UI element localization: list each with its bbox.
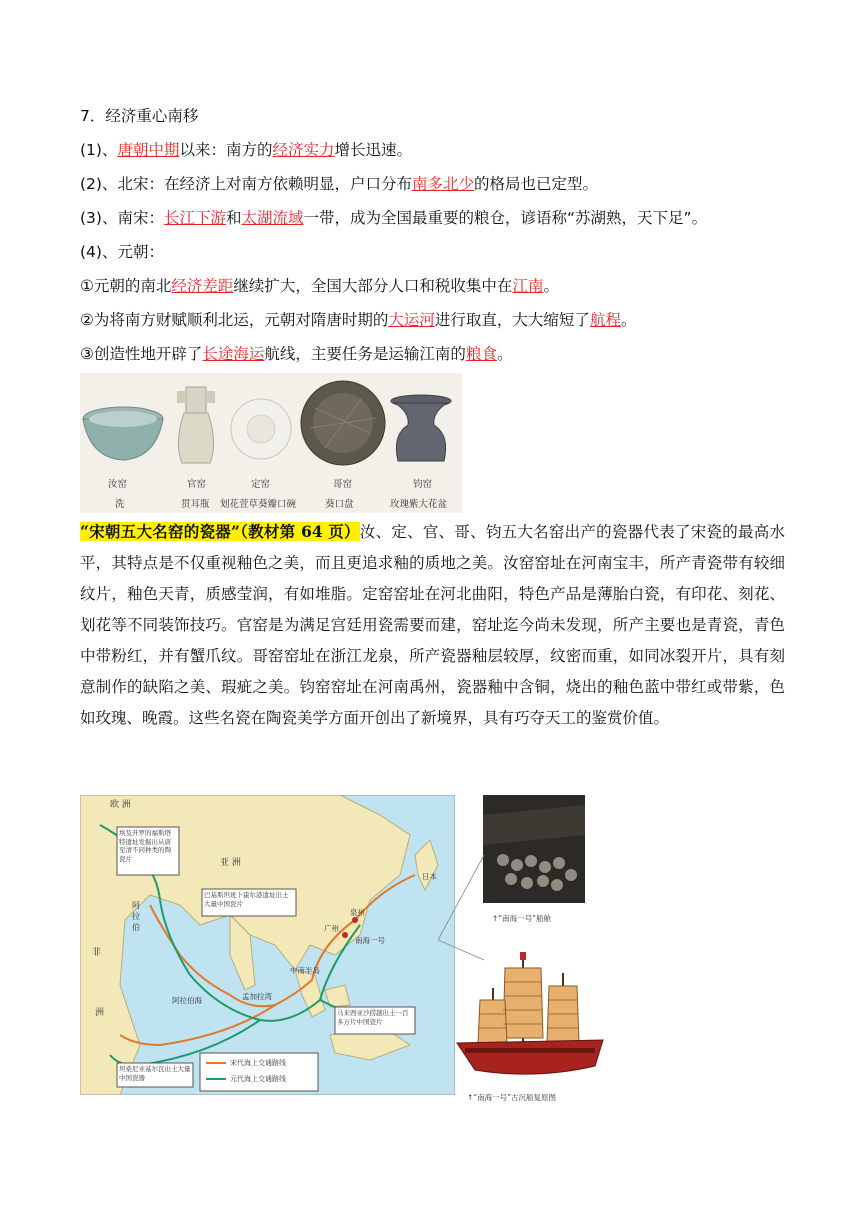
keyword: 经济实力 <box>272 141 335 159</box>
map-note-pakistan: 巴基斯坦班卜霍尔港遗址出土大量中国瓷片 <box>204 891 289 908</box>
ge-plate-illustration <box>301 381 385 465</box>
shipwreck-photo <box>483 795 585 903</box>
wreck-caption: ↑“南海一号”船舱 <box>492 914 552 923</box>
vessel-label: 玫瑰紫大花盆 <box>390 499 448 510</box>
kiln-label: 定窑 <box>251 479 271 490</box>
map-label-africa: 洲 <box>95 1008 105 1018</box>
keyword: 太湖流域 <box>241 209 304 227</box>
legend-yuan: 元代海上交通路线 <box>230 1075 286 1083</box>
kiln-label: 官窑 <box>187 479 207 490</box>
map-label-guangzhou: 广州 <box>324 924 339 933</box>
keyword: 粮食 <box>465 345 497 363</box>
keyword: 长江下游 <box>163 209 226 227</box>
highlight-title: “宋朝五大名窑的瓷器”（教材第 64 页） <box>80 522 360 541</box>
item-2: (2)、北宋：在经济上对南方依赖明显，户口分布南多北少的格局也已定型。 <box>80 175 598 193</box>
keyword: 江南 <box>512 277 544 295</box>
item-4-3: ③创造性地开辟了长途海运航线，主要任务是运输江南的粮食。 <box>80 345 513 363</box>
vessel-label: 贯耳瓶 <box>181 499 210 510</box>
item-4: (4)、元朝： <box>80 243 164 261</box>
item-1: (1)、唐朝中期以来：南方的经济实力增长迅速。 <box>80 141 413 159</box>
keyword: 南多北少 <box>411 175 474 193</box>
map-label-africa: 非 <box>92 948 102 958</box>
jun-pot-illustration <box>391 395 451 461</box>
ru-bowl-illustration <box>83 407 163 460</box>
map-label-quanzhou: 泉州 <box>350 908 365 917</box>
vessel-label: 划花萱草葵瓣口碗 <box>220 499 297 510</box>
item-3: (3)、南宋：长江下游和太湖流域一带，成为全国最重要的粮仓，谚语称“苏湖熟，天下足”。 <box>80 209 708 227</box>
maritime-route-map <box>80 795 455 1095</box>
keyword: 经济差距 <box>171 277 234 295</box>
porcelain-paragraph: “宋朝五大名窑的瓷器”（教材第 64 页）汝、定、官、哥、钧五大名窑出产的瓷器代表了宋瓷的最高水平，其特点是不仅重视釉色之美，而且更追求釉的质地之美。汝窑窑址在河南宝丰，所产青瓷带有较细纹片，釉色天青，质感莹润，有如堆脂。定窑窑址在河北曲阳，特色产品是薄胎白瓷，有印花、刻花、划花等不同装饰技巧。官窑是为满足宫廷用瓷需要而建，窑址迄今尚未发现，所产主要也是青瓷，青色中带粉红，并有蟹爪纹。哥窑窑址在浙江龙泉，所产瓷器釉层较厚，纹密而重，如同冰裂开片，具有刻意制作的缺陷之美、瑕疵之美。钧窑窑址在河南禹州，瓷器釉中含铜，烧出的釉色蓝中带红或带紫，色如玫瑰、晚霞。这些名瓷在陶瓷美学方面开创出了新境界，具有巧夺天工的鉴赏价值。 <box>80 522 785 727</box>
ship-reconstruction-image <box>455 948 605 1088</box>
guan-vase-illustration <box>177 387 215 463</box>
map-note-egypt: 埃及开罗的福斯塔特遗址发掘出从唐至清不同种类的陶瓷片 <box>119 829 171 863</box>
map-label-nanhai: 南海一号 <box>355 936 385 945</box>
porcelain-image <box>80 373 462 513</box>
map-label-indochina: 中南半岛 <box>290 966 320 975</box>
map-label-asia: 亚 洲 <box>220 858 241 868</box>
legend-song: 宋代海上交通路线 <box>230 1059 286 1067</box>
vessel-label: 洗 <box>115 499 125 510</box>
map-label-bengal: 孟加拉湾 <box>242 992 272 1001</box>
kiln-label: 钧窑 <box>413 479 433 490</box>
map-label-japan: 日本 <box>422 872 437 881</box>
map-note-tanzania: 坦桑尼亚基尔瓦出土大量中国瓷器 <box>119 1065 191 1082</box>
vessel-label: 葵口盘 <box>325 499 354 510</box>
keyword: 大运河 <box>388 311 435 329</box>
kiln-label: 哥窑 <box>333 479 353 490</box>
section-heading: 7．经济重心南移 <box>80 107 199 125</box>
keyword: 唐朝中期 <box>117 141 180 159</box>
map-label-arabia: 阿拉伯 <box>132 901 140 932</box>
map-note-malaysia: 马来西亚沙捞越出土一百多万片中国瓷片 <box>337 1009 409 1026</box>
ding-bowl-illustration <box>231 399 291 459</box>
item-4-2: ②为将南方财赋顺利北运，元朝对隋唐时期的大运河进行取直，大大缩短了航程。 <box>80 311 637 329</box>
keyword: 长途海运 <box>202 345 265 363</box>
ship-caption: ↑“南海一号”古沉船复原图 <box>467 1093 557 1102</box>
keyword: 航程 <box>589 311 621 329</box>
map-label-arabian-sea: 阿拉伯海 <box>172 996 202 1005</box>
map-label-europe: 欧 洲 <box>110 800 131 810</box>
kiln-label: 汝窑 <box>108 479 128 490</box>
item-4-1: ①元朝的南北经济差距继续扩大，全国大部分人口和税收集中在江南。 <box>80 277 559 295</box>
